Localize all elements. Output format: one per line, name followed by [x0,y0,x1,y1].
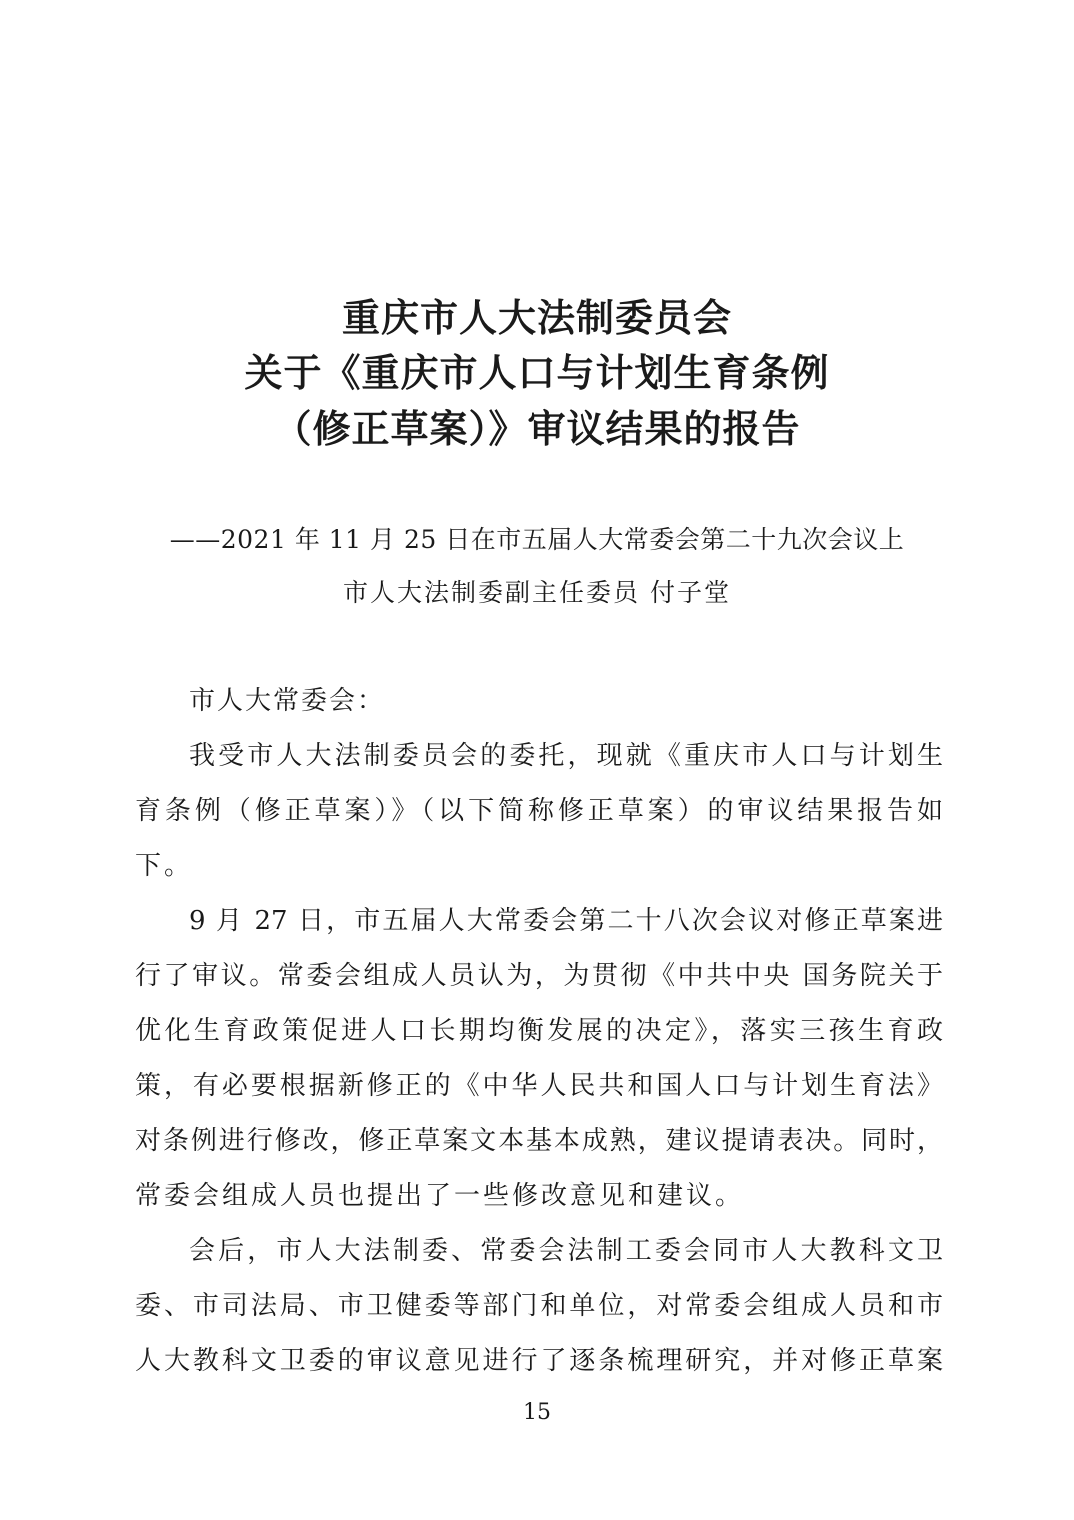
body-line: 育条例（修正草案）》（以下简称修正草案）的审议结果报告如 [135,796,943,826]
body-line: 行了审议。常委会组成人员认为，为贯彻《中共中央 国务院关于 [135,961,943,991]
subtitle-speaker: 市人大法制委副主任委员 付子堂 [343,578,731,607]
body-line: 我受市人大法制委员会的委托，现就《重庆市人口与计划生 [189,741,943,771]
report-title-line-1: 重庆市人大法制委员会 [341,295,732,340]
body-line: 优化生育政策促进人口长期均衡发展的决定》，落实三孩生育政 [135,1016,943,1046]
subtitle-occasion: ——2021 年 11 月 25 日在市五届人大常委会第二十九次会议上 [169,525,905,554]
salutation: 市人大常委会： [189,686,386,716]
body-line: 会后，市人大法制委、常委会法制工委会同市人大教科文卫 [189,1236,943,1266]
body-line: 常委会组成人员也提出了一些修改意见和建议。 [135,1181,745,1211]
report-title-line-2: 关于《重庆市人口与计划生育条例 [244,350,830,395]
body-line: 下。 [135,851,194,881]
page-number: 15 [523,1400,551,1425]
body-line: 对条例进行修改，修正草案文本基本成熟，建议提请表决。同时， [135,1126,943,1156]
body-line: 策，有必要根据新修正的《中华人民共和国人口与计划生育法》 [135,1071,943,1101]
report-title-line-3: （修正草案）》审议结果的报告 [273,406,801,451]
body-line: 委、市司法局、市卫健委等部门和单位，对常委会组成人员和市 [135,1291,943,1321]
body-line: 9 月 27 日，市五届人大常委会第二十八次会议对修正草案进 [189,906,943,936]
body-line: 人大教科文卫委的审议意见进行了逐条梳理研究，并对修正草案 [135,1346,943,1376]
